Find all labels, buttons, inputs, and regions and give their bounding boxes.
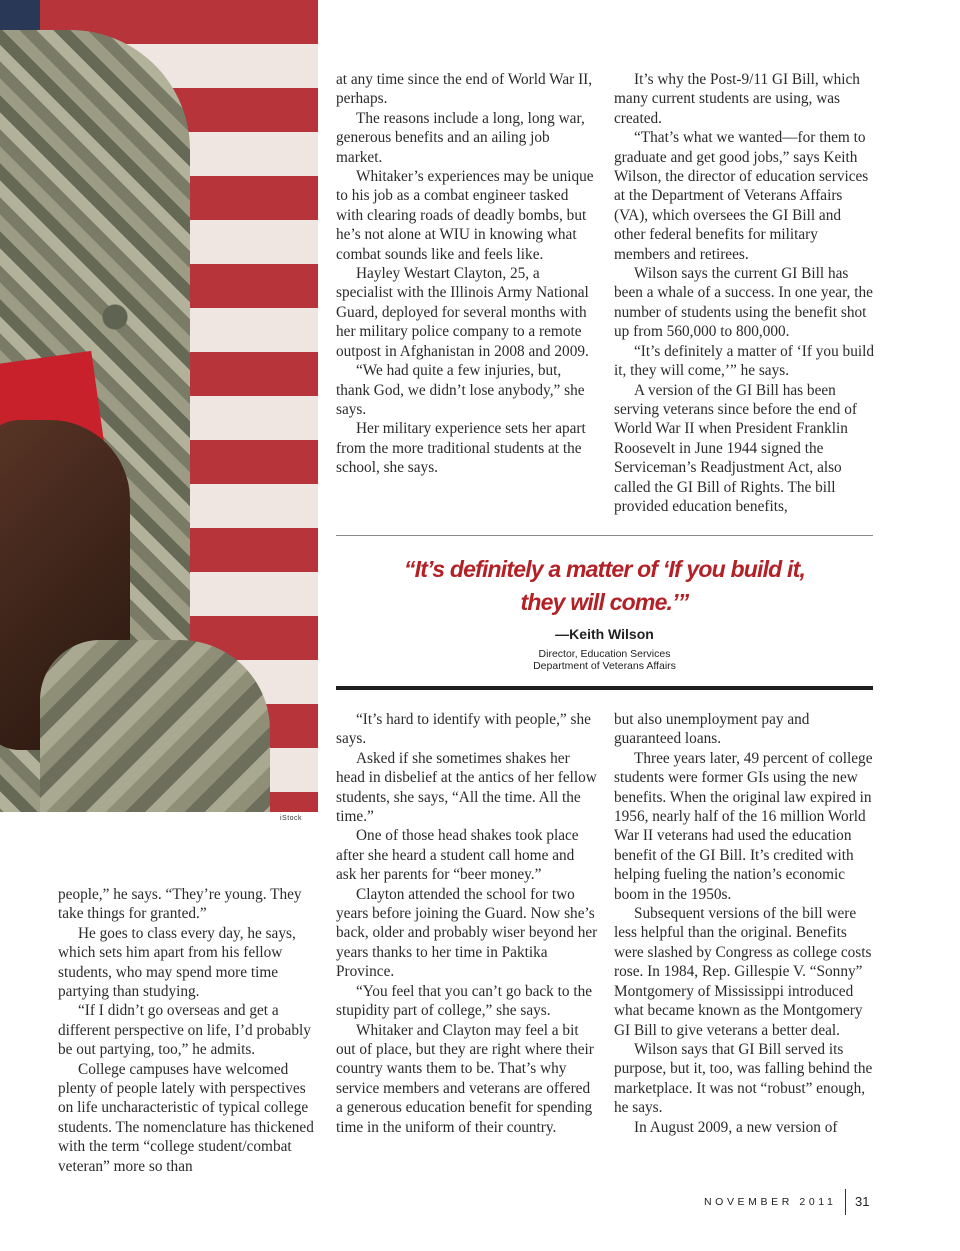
- paragraph: College campuses have welcomed plenty of people lately with perspectives on life uncharacteristic of typical college students. The nomenclature has thickened with the term “college student/combat veteran” more so than: [58, 1060, 314, 1175]
- paragraph: “It’s definitely a matter of ‘If you build it, they will come,’” he says.: [614, 342, 874, 380]
- paragraph: at any time since the end of World War II, perhaps.: [336, 71, 593, 108]
- paragraph: Hayley Westart Clayton, 25, a specialist with the Illinois Army National Guard, deployed for several months with her military police company to a remote outpost in Afghanistan in 2008 and 2009.: [336, 265, 589, 360]
- paragraph: The reasons include a long, long war, generous benefits and an ailing job market.: [336, 109, 585, 166]
- paragraph: Whitaker’s experiences may be unique to his job as a combat engineer tasked with clearing roads of deadly bombs, but he’s not alone at WIU in knowing what combat sounds like and feels like.: [336, 168, 594, 263]
- paragraph: “You feel that you can’t go back to the stupidity part of college,” she says.: [336, 982, 593, 1020]
- paragraph: Three years later, 49 percent of college students were former GIs using the new benefits. When the original law expired in 1956, nearly half of the 16 million World War II veterans had used the education benefit of the GI Bill. It’s credited with helping fueling the nation’s economic boom in the 1950s.: [614, 749, 873, 903]
- paragraph: Wilson says the current GI Bill has been a whale of a success. In one year, the number of students using the benefit shot up from 560,000 to 800,000.: [614, 265, 873, 341]
- paragraph: “If I didn’t go overseas and get a different perspective on life, I’d probably be out partying, too,” he admits.: [58, 1002, 311, 1059]
- paragraph: “That’s what we wanted—for them to graduate and get good jobs,” says Keith Wilson, the director of education services at the Department of Veterans Affairs (VA), which oversees the GI Bill and other federal benefits for military members and retirees.: [614, 129, 869, 263]
- paragraph: Subsequent versions of the bill were less helpful than the original. Benefits were slashed by Congress as college costs rose. In 1984, Rep. Gillespie V. “Sonny” Montgomery of Mississippi introduced what became known as the Montgomery GI Bill to give veterans a better deal.: [614, 905, 872, 1039]
- page-number: 31: [855, 1194, 870, 1209]
- paragraph: Whitaker and Clayton may feel a bit out of place, but they are right where their country wants them to be. That’s why service members and veterans are offered a generous education benefit for spending time in the uniform of their country.: [336, 1021, 594, 1136]
- column-2-top: [336, 70, 598, 478]
- pull-quote-title: [336, 649, 873, 672]
- paragraph: It’s why the Post-9/11 GI Bill, which many current students are using, was created.: [614, 71, 860, 127]
- pull-quote-attribution: —Keith Wilson: [555, 626, 654, 642]
- paragraph: “It’s hard to identify with people,” she says.: [336, 711, 591, 748]
- paragraph: “We had quite a few injuries, but, thank God, we didn’t lose anybody,” she says.: [336, 362, 585, 418]
- paragraph: He goes to class every day, he says, which sets him apart from his fellow students, who may spend more time partying than studying.: [58, 924, 296, 1001]
- attribution-title-line: Department of Veterans Affairs: [533, 659, 676, 672]
- pull-quote: [336, 553, 873, 619]
- article-photo-soldier-flag: [0, 0, 318, 812]
- photo-credit: iStock: [280, 815, 303, 822]
- paragraph: A version of the GI Bill has been serving veterans since before the end of World War II when President Franklin Roosevelt in June 1944 signed the Serviceman’s Readjustment Act, also called the GI Bill of Rights. The bill provided education benefits,: [614, 381, 857, 515]
- pull-quote-top-rule: [336, 535, 873, 536]
- paragraph: people,” he says. “They’re young. They take things for granted.”: [58, 886, 302, 923]
- pull-quote-bottom-rule: [336, 686, 873, 690]
- column-3-bottom: [614, 710, 876, 1137]
- column-2-bottom: [336, 710, 598, 1137]
- pull-quote-line: they will come.’”: [520, 589, 689, 615]
- attribution-title-line: Director, Education Services: [538, 648, 671, 660]
- column-1-bottom: [58, 885, 320, 1176]
- paragraph: Asked if she sometimes shakes her head in disbelief at the antics of her fellow students, she says, “All the time. All the time.”: [336, 749, 597, 826]
- footer-divider: [845, 1189, 846, 1215]
- camouflage-cuff: [40, 640, 270, 812]
- paragraph: One of those head shakes took place after she heard a student call home and ask her parents for “beer money.”: [336, 827, 579, 884]
- pull-quote-line: “It’s definitely a matter of ‘If you build it,: [403, 556, 806, 582]
- column-3-top: [614, 70, 876, 516]
- paragraph: Wilson says that GI Bill served its purpose, but it, too, was falling behind the marketplace. It was not “robust” enough, he says.: [614, 1040, 873, 1117]
- footer-issue-date: NOVEMBER 2011: [704, 1196, 837, 1208]
- paragraph: In August 2009, a new version of: [634, 1118, 838, 1136]
- paragraph: Clayton attended the school for two years before joining the Guard. Now she’s back, older and probably wiser beyond her years thanks to her time in Paktika Province.: [336, 885, 598, 981]
- paragraph: Her military experience sets her apart from the more traditional students at the school, she says.: [336, 420, 586, 477]
- paragraph: but also unemployment pay and guaranteed loans.: [614, 711, 810, 748]
